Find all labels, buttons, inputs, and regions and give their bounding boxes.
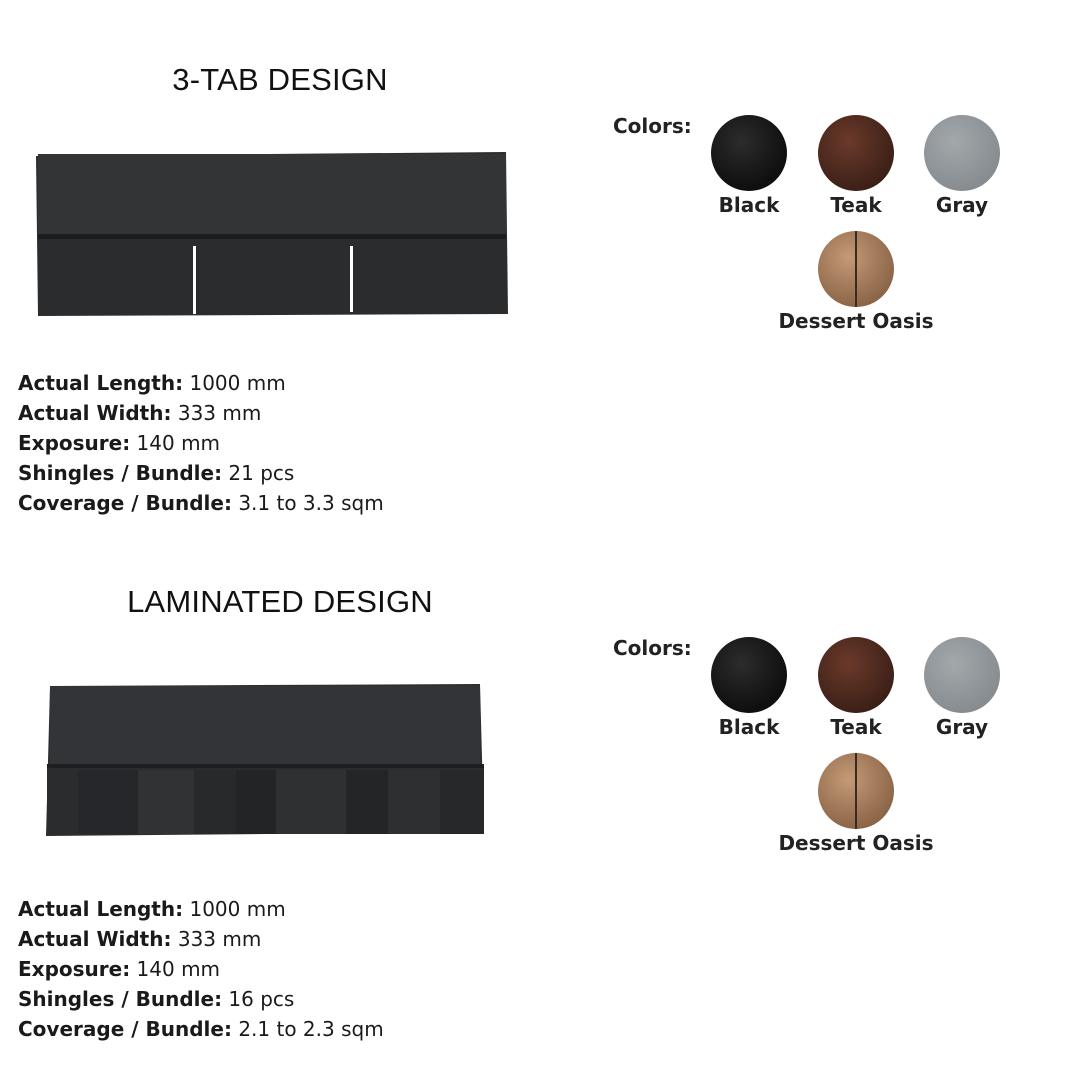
- spec-shingles-per-bundle: [18, 458, 384, 488]
- teak-swatch-circle: [818, 637, 894, 713]
- spec-value: 140 mm: [136, 957, 221, 981]
- gray-swatch-circle: [924, 637, 1000, 713]
- spec-label: Coverage / Bundle:: [18, 491, 232, 515]
- spec-label: Exposure:: [18, 431, 131, 455]
- spec-value: 1000 mm: [189, 897, 286, 921]
- gray-swatch-circle: [924, 115, 1000, 191]
- color-swatch-teak[interactable]: [818, 115, 894, 217]
- color-swatch-gray[interactable]: [924, 637, 1000, 739]
- spec-label: Actual Length:: [18, 371, 184, 395]
- color-swatch-dessert-oasis[interactable]: [778, 753, 934, 855]
- laminated-section: [0, 522, 1080, 1062]
- color-swatch-dessert-oasis[interactable]: [778, 231, 934, 333]
- spec-label: Coverage / Bundle:: [18, 1017, 232, 1041]
- spec-value: 140 mm: [136, 431, 221, 455]
- color-name: Dessert Oasis: [778, 309, 934, 333]
- color-swatch-black[interactable]: [711, 637, 787, 739]
- spec-label: Shingles / Bundle:: [18, 987, 223, 1011]
- dessert-oasis-swatch-circle: [818, 231, 894, 307]
- spec-value: 3.1 to 3.3 sqm: [238, 491, 384, 515]
- color-name: Gray: [935, 715, 989, 739]
- colors-label: Colors:: [613, 114, 692, 138]
- three-tab-shingle-image: [34, 150, 510, 320]
- color-swatch-black[interactable]: [711, 115, 787, 217]
- color-name: Black: [718, 715, 780, 739]
- spec-list: [18, 894, 384, 1044]
- spec-label: Actual Length:: [18, 897, 184, 921]
- spec-coverage-per-bundle: [18, 488, 384, 518]
- black-swatch-circle: [711, 115, 787, 191]
- spec-actual-length: [18, 894, 384, 924]
- spec-label: Actual Width:: [18, 927, 172, 951]
- spec-actual-length: [18, 368, 384, 398]
- spec-shingles-per-bundle: [18, 984, 384, 1014]
- spec-label: Exposure:: [18, 957, 131, 981]
- color-name: Dessert Oasis: [778, 831, 934, 855]
- dessert-oasis-swatch-circle: [818, 753, 894, 829]
- spec-value: 333 mm: [177, 927, 262, 951]
- color-name: Gray: [935, 193, 989, 217]
- spec-exposure: [18, 954, 384, 984]
- color-name: Teak: [830, 715, 882, 739]
- section-title: 3-TAB DESIGN: [172, 62, 388, 97]
- spec-exposure: [18, 428, 384, 458]
- colors-label: Colors:: [613, 636, 692, 660]
- teak-swatch-circle: [818, 115, 894, 191]
- spec-label: Actual Width:: [18, 401, 172, 425]
- spec-value: 1000 mm: [189, 371, 286, 395]
- color-name: Black: [718, 193, 780, 217]
- color-name: Teak: [830, 193, 882, 217]
- spec-actual-width: [18, 398, 384, 428]
- spec-value: 21 pcs: [228, 461, 295, 485]
- spec-value: 2.1 to 2.3 sqm: [238, 1017, 384, 1041]
- color-swatch-gray[interactable]: [924, 115, 1000, 217]
- black-swatch-circle: [711, 637, 787, 713]
- spec-value: 333 mm: [177, 401, 262, 425]
- section-title: LAMINATED DESIGN: [127, 584, 433, 619]
- color-swatch-teak[interactable]: [818, 637, 894, 739]
- spec-actual-width: [18, 924, 384, 954]
- spec-coverage-per-bundle: [18, 1014, 384, 1044]
- spec-value: 16 pcs: [228, 987, 295, 1011]
- laminated-shingle-image: [44, 682, 488, 842]
- spec-list: [18, 368, 384, 518]
- spec-label: Shingles / Bundle:: [18, 461, 223, 485]
